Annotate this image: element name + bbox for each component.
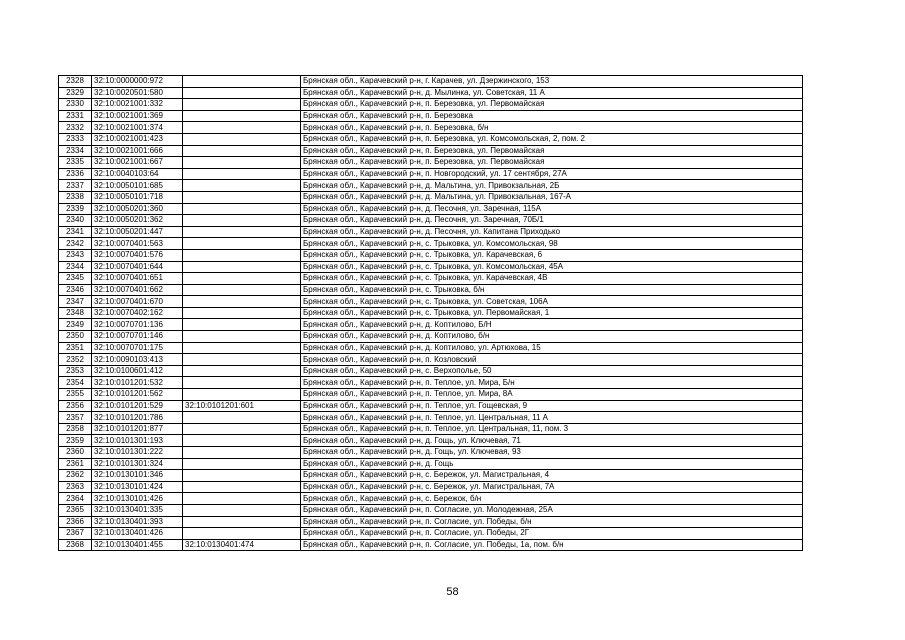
address-cell: Брянская обл., Карачевский р-н, с. Верхополье, 50 (301, 365, 803, 377)
cadastral-number-cell: 32:10:0070401:651 (92, 273, 183, 285)
related-cadastral-number-cell (183, 331, 301, 343)
row-number-cell: 2360 (59, 447, 92, 459)
row-number-cell: 2333 (59, 133, 92, 145)
cadastral-number-cell: 32:10:0130101:346 (92, 470, 183, 482)
row-number-cell: 2353 (59, 365, 92, 377)
address-cell: Брянская обл., Карачевский р-н, д. Гощь, ул. Ключевая, 93 (301, 447, 803, 459)
address-cell: Брянская обл., Карачевский р-н, п. Новгородский, ул. 17 сентября, 27А (301, 168, 803, 180)
cadastral-number-cell: 32:10:0101201:877 (92, 423, 183, 435)
cadastral-number-cell: 32:10:0101301:222 (92, 447, 183, 459)
related-cadastral-number-cell (183, 261, 301, 273)
address-cell: Брянская обл., Карачевский р-н, п. Согласие, ул. Победы, 2Г (301, 528, 803, 540)
table-row (59, 377, 803, 389)
row-number-cell: 2334 (59, 145, 92, 157)
related-cadastral-number-cell (183, 296, 301, 308)
address-cell: Брянская обл., Карачевский р-н, с. Бережок, б/н (301, 493, 803, 505)
related-cadastral-number-cell (183, 249, 301, 261)
row-number-cell: 2330 (59, 99, 92, 111)
cadastral-number-cell: 32:10:0130401:335 (92, 504, 183, 516)
related-cadastral-number-cell (183, 273, 301, 285)
cadastral-number-cell: 32:10:0050201:360 (92, 203, 183, 215)
table-row (59, 435, 803, 447)
address-cell: Брянская обл., Карачевский р-н, п. Теплое, ул. Мира, 8А (301, 389, 803, 401)
cadastral-number-cell: 32:10:0130101:426 (92, 493, 183, 505)
address-cell: Брянская обл., Карачевский р-н, с. Трыковка, б/н (301, 284, 803, 296)
row-number-cell: 2340 (59, 215, 92, 227)
address-cell: Брянская обл., Карачевский р-н, д. Мылинка, ул. Советская, 11 А (301, 87, 803, 99)
table-row (59, 273, 803, 285)
cadastral-number-cell: 32:10:0070401:563 (92, 238, 183, 250)
row-number-cell: 2367 (59, 528, 92, 540)
table-row (59, 423, 803, 435)
row-number-cell: 2328 (59, 76, 92, 88)
cadastral-number-cell: 32:10:0000000:972 (92, 76, 183, 88)
cadastral-number-cell: 32:10:0070701:136 (92, 319, 183, 331)
address-cell: Брянская обл., Карачевский р-н, д. Коптилово, ул. Артюхова, 15 (301, 342, 803, 354)
related-cadastral-number-cell (183, 157, 301, 169)
table-row (59, 342, 803, 354)
related-cadastral-number-cell (183, 528, 301, 540)
row-number-cell: 2368 (59, 539, 92, 551)
cadastral-number-cell: 32:10:0101301:193 (92, 435, 183, 447)
cadastral-number-cell: 32:10:0130101:424 (92, 481, 183, 493)
table-row (59, 307, 803, 319)
table-row (59, 504, 803, 516)
table-row (59, 238, 803, 250)
row-number-cell: 2354 (59, 377, 92, 389)
table-row (59, 180, 803, 192)
address-cell: Брянская обл., Карачевский р-н, п. Березовка (301, 110, 803, 122)
row-number-cell: 2344 (59, 261, 92, 273)
related-cadastral-number-cell (183, 238, 301, 250)
related-cadastral-number-cell (183, 516, 301, 528)
address-cell: Брянская обл., Карачевский р-н, д. Гощь, ул. Ключевая, 71 (301, 435, 803, 447)
cadastral-number-cell: 32:10:0070402:162 (92, 307, 183, 319)
related-cadastral-number-cell (183, 319, 301, 331)
row-number-cell: 2355 (59, 389, 92, 401)
cadastral-number-cell: 32:10:0100601:412 (92, 365, 183, 377)
row-number-cell: 2345 (59, 273, 92, 285)
cadastral-number-cell: 32:10:0021001:666 (92, 145, 183, 157)
table-row (59, 249, 803, 261)
table-row (59, 122, 803, 134)
related-cadastral-number-cell (183, 354, 301, 366)
row-number-cell: 2342 (59, 238, 92, 250)
address-cell: Брянская обл., Карачевский р-н, с. Трыковка, ул. Первомайская, 1 (301, 307, 803, 319)
related-cadastral-number-cell (183, 389, 301, 401)
row-number-cell: 2335 (59, 157, 92, 169)
address-cell: Брянская обл., Карачевский р-н, д. Песочня, ул. Капитана Приходько (301, 226, 803, 238)
table-row (59, 87, 803, 99)
cadastral-number-cell: 32:10:0020501:580 (92, 87, 183, 99)
table-row (59, 76, 803, 88)
table-row (59, 458, 803, 470)
row-number-cell: 2361 (59, 458, 92, 470)
row-number-cell: 2358 (59, 423, 92, 435)
table-row (59, 284, 803, 296)
row-number-cell: 2350 (59, 331, 92, 343)
row-number-cell: 2366 (59, 516, 92, 528)
related-cadastral-number-cell: 32:10:0130401:474 (183, 539, 301, 551)
related-cadastral-number-cell (183, 481, 301, 493)
related-cadastral-number-cell (183, 284, 301, 296)
row-number-cell: 2351 (59, 342, 92, 354)
cadastral-number-cell: 32:10:0021001:423 (92, 133, 183, 145)
cadastral-number-cell: 32:10:0101301:324 (92, 458, 183, 470)
related-cadastral-number-cell (183, 76, 301, 88)
table-row (59, 400, 803, 412)
cadastral-number-cell: 32:10:0050201:447 (92, 226, 183, 238)
related-cadastral-number-cell (183, 412, 301, 424)
address-cell: Брянская обл., Карачевский р-н, г. Карачев, ул. Дзержинского, 153 (301, 76, 803, 88)
table-row (59, 226, 803, 238)
table-row (59, 319, 803, 331)
address-cell: Брянская обл., Карачевский р-н, п. Теплое, ул. Мира, Б/н (301, 377, 803, 389)
related-cadastral-number-cell (183, 133, 301, 145)
address-cell: Брянская обл., Карачевский р-н, п. Березовка, ул. Первомайская (301, 145, 803, 157)
address-cell: Брянская обл., Карачевский р-н, п. Березовка, б/н (301, 122, 803, 134)
address-cell: Брянская обл., Карачевский р-н, п. Согласие, ул. Молодежная, 25А (301, 504, 803, 516)
address-cell: Брянская обл., Карачевский р-н, с. Бережок, ул. Магистральная, 4 (301, 470, 803, 482)
address-cell: Брянская обл., Карачевский р-н, с. Трыковка, ул. Карачевская, 6 (301, 249, 803, 261)
address-cell: Брянская обл., Карачевский р-н, д. Мальтина, ул. Привокзальная, 2Б (301, 180, 803, 192)
address-cell: Брянская обл., Карачевский р-н, п. Козловский (301, 354, 803, 366)
row-number-cell: 2356 (59, 400, 92, 412)
related-cadastral-number-cell (183, 168, 301, 180)
row-number-cell: 2337 (59, 180, 92, 192)
address-cell: Брянская обл., Карачевский р-н, с. Трыковка, ул. Комсомольская, 45А (301, 261, 803, 273)
table-row (59, 157, 803, 169)
cadastral-number-cell: 32:10:0130401:455 (92, 539, 183, 551)
related-cadastral-number-cell (183, 226, 301, 238)
row-number-cell: 2329 (59, 87, 92, 99)
row-number-cell: 2364 (59, 493, 92, 505)
related-cadastral-number-cell (183, 493, 301, 505)
table-row (59, 389, 803, 401)
cadastral-number-cell: 32:10:0040103:64 (92, 168, 183, 180)
table-row (59, 110, 803, 122)
cadastral-number-cell: 32:10:0130401:426 (92, 528, 183, 540)
row-number-cell: 2362 (59, 470, 92, 482)
address-cell: Брянская обл., Карачевский р-н, д. Мальтина, ул. Привокзальная, 167-А (301, 191, 803, 203)
related-cadastral-number-cell (183, 365, 301, 377)
table-row (59, 516, 803, 528)
row-number-cell: 2365 (59, 504, 92, 516)
address-cell: Брянская обл., Карачевский р-н, п. Березовка, ул. Комсомольская, 2, пом. 2 (301, 133, 803, 145)
row-number-cell: 2343 (59, 249, 92, 261)
table-row (59, 365, 803, 377)
cadastral-number-cell: 32:10:0070701:175 (92, 342, 183, 354)
table-row (59, 481, 803, 493)
cadastral-number-cell: 32:10:0070401:670 (92, 296, 183, 308)
address-cell: Брянская обл., Карачевский р-н, с. Трыковка, ул. Карачевская, 4В (301, 273, 803, 285)
cadastral-number-cell: 32:10:0021001:667 (92, 157, 183, 169)
table-row (59, 215, 803, 227)
registry-table-body (59, 76, 803, 551)
address-cell: Брянская обл., Карачевский р-н, с. Трыковка, ул. Советская, 106А (301, 296, 803, 308)
cadastral-number-cell: 32:10:0021001:369 (92, 110, 183, 122)
cadastral-number-cell: 32:10:0070401:644 (92, 261, 183, 273)
related-cadastral-number-cell (183, 99, 301, 111)
related-cadastral-number-cell (183, 423, 301, 435)
table-row (59, 539, 803, 551)
cadastral-number-cell: 32:10:0101201:786 (92, 412, 183, 424)
address-cell: Брянская обл., Карачевский р-н, п. Теплое, ул. Центральная, 11 А (301, 412, 803, 424)
cadastral-number-cell: 32:10:0101201:562 (92, 389, 183, 401)
table-row (59, 261, 803, 273)
cadastral-number-cell: 32:10:0050201:362 (92, 215, 183, 227)
cadastral-number-cell: 32:10:0021001:374 (92, 122, 183, 134)
table-row (59, 493, 803, 505)
related-cadastral-number-cell (183, 435, 301, 447)
related-cadastral-number-cell (183, 145, 301, 157)
row-number-cell: 2339 (59, 203, 92, 215)
row-number-cell: 2363 (59, 481, 92, 493)
related-cadastral-number-cell (183, 215, 301, 227)
related-cadastral-number-cell (183, 180, 301, 192)
related-cadastral-number-cell (183, 447, 301, 459)
row-number-cell: 2338 (59, 191, 92, 203)
row-number-cell: 2359 (59, 435, 92, 447)
cadastral-number-cell: 32:10:0050101:718 (92, 191, 183, 203)
row-number-cell: 2341 (59, 226, 92, 238)
table-row (59, 470, 803, 482)
related-cadastral-number-cell (183, 87, 301, 99)
row-number-cell: 2349 (59, 319, 92, 331)
row-number-cell: 2352 (59, 354, 92, 366)
address-cell: Брянская обл., Карачевский р-н, д. Песочня, ул. Заречная, 70Б/1 (301, 215, 803, 227)
cadastral-number-cell: 32:10:0021001:332 (92, 99, 183, 111)
address-cell: Брянская обл., Карачевский р-н, п. Теплое, ул. Центральная, 11, пом. 3 (301, 423, 803, 435)
row-number-cell: 2348 (59, 307, 92, 319)
table-row (59, 296, 803, 308)
cadastral-number-cell: 32:10:0101201:529 (92, 400, 183, 412)
address-cell: Брянская обл., Карачевский р-н, с. Трыковка, ул. Комсомольская, 98 (301, 238, 803, 250)
table-row (59, 203, 803, 215)
cadastral-number-cell: 32:10:0050101:685 (92, 180, 183, 192)
table-row (59, 168, 803, 180)
address-cell: Брянская обл., Карачевский р-н, д. Коптилово, Б/Н (301, 319, 803, 331)
related-cadastral-number-cell (183, 504, 301, 516)
table-row (59, 447, 803, 459)
table-row (59, 354, 803, 366)
page-number: 58 (446, 586, 459, 598)
table-row (59, 191, 803, 203)
address-cell: Брянская обл., Карачевский р-н, с. Бережок, ул. Магистральная, 7А (301, 481, 803, 493)
address-cell: Брянская обл., Карачевский р-н, д. Песочня, ул. Заречная, 115А (301, 203, 803, 215)
cadastral-number-cell: 32:10:0101201:532 (92, 377, 183, 389)
row-number-cell: 2331 (59, 110, 92, 122)
table-row (59, 133, 803, 145)
related-cadastral-number-cell (183, 191, 301, 203)
cadastral-number-cell: 32:10:0090103:413 (92, 354, 183, 366)
address-cell: Брянская обл., Карачевский р-н, п. Согласие, ул. Победы, б/н (301, 516, 803, 528)
related-cadastral-number-cell (183, 342, 301, 354)
related-cadastral-number-cell (183, 203, 301, 215)
related-cadastral-number-cell (183, 122, 301, 134)
address-cell: Брянская обл., Карачевский р-н, п. Согласие, ул. Победы, 1а, пом. б/н (301, 539, 803, 551)
table-row (59, 528, 803, 540)
row-number-cell: 2336 (59, 168, 92, 180)
related-cadastral-number-cell (183, 110, 301, 122)
address-cell: Брянская обл., Карачевский р-н, д. Коптилово, б/н (301, 331, 803, 343)
related-cadastral-number-cell (183, 307, 301, 319)
table-row (59, 99, 803, 111)
row-number-cell: 2357 (59, 412, 92, 424)
cadastral-number-cell: 32:10:0130401:393 (92, 516, 183, 528)
address-cell: Брянская обл., Карачевский р-н, п. Березовка, ул. Первомайская (301, 99, 803, 111)
related-cadastral-number-cell (183, 377, 301, 389)
cadastral-number-cell: 32:10:0070401:662 (92, 284, 183, 296)
related-cadastral-number-cell: 32:10:0101201:601 (183, 400, 301, 412)
address-cell: Брянская обл., Карачевский р-н, п. Березовка, ул. Первомайская (301, 157, 803, 169)
table-row (59, 412, 803, 424)
related-cadastral-number-cell (183, 458, 301, 470)
address-cell: Брянская обл., Карачевский р-н, п. Теплое, ул. Гощевская, 9 (301, 400, 803, 412)
table-row (59, 331, 803, 343)
row-number-cell: 2332 (59, 122, 92, 134)
related-cadastral-number-cell (183, 470, 301, 482)
registry-table (58, 75, 803, 551)
cadastral-number-cell: 32:10:0070401:576 (92, 249, 183, 261)
table-row (59, 145, 803, 157)
cadastral-number-cell: 32:10:0070701:146 (92, 331, 183, 343)
address-cell: Брянская обл., Карачевский р-н, д. Гощь (301, 458, 803, 470)
row-number-cell: 2346 (59, 284, 92, 296)
row-number-cell: 2347 (59, 296, 92, 308)
